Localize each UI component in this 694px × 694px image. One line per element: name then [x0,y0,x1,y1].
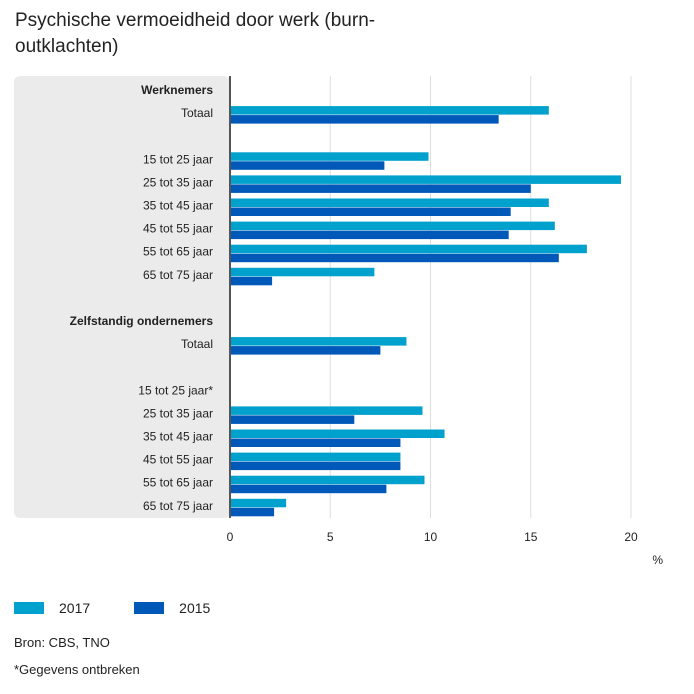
bar-2015 [230,485,386,494]
legend-item-2015 [134,600,210,616]
x-tick-label: 20 [624,530,638,544]
row-label: 55 tot 65 jaar [142,244,213,259]
bar-2015 [230,508,274,517]
row-label: 45 tot 55 jaar [142,221,213,236]
row-label: Totaal [180,106,213,121]
row-label: 15 tot 25 jaar [142,152,213,167]
x-tick-label: 0 [226,530,234,544]
bar-2017 [230,175,621,184]
bar-2017 [230,406,422,415]
group-header-label: Werknemers [141,83,213,97]
legend-label-2017: 2017 [59,600,91,616]
bar-2015 [230,115,499,124]
source-note: Bron: CBS, TNO [14,635,110,650]
row-label: 35 tot 45 jaar [142,198,213,213]
legend [14,600,254,616]
bar-2017 [230,245,587,254]
legend-item-2017 [14,600,90,616]
bar-2017 [230,106,549,115]
row-label: Totaal [180,337,213,352]
row-label: 65 tot 75 jaar [142,267,213,282]
row-label: 25 tot 35 jaar [142,175,213,190]
bar-2015 [230,184,531,193]
bar-2015 [230,415,354,424]
bar-2017 [230,430,445,439]
bar-2017 [230,199,549,208]
bar-2015 [230,277,272,286]
bar-2017 [230,476,424,485]
bar-2017 [230,268,374,277]
row-label: 15 tot 25 jaar* [138,383,213,398]
row-label: 35 tot 45 jaar [142,429,213,444]
bar-2015 [230,346,380,355]
bar-2017 [230,152,428,161]
x-tick-label: 10 [423,530,438,544]
bar-2015 [230,462,400,471]
row-label: 65 tot 75 jaar [142,498,213,513]
bar-2015 [230,439,400,448]
legend-swatch-2015 [134,602,164,614]
x-tick-label: 5 [326,530,334,544]
bar-2017 [230,337,406,346]
chart-title: Psychische vermoeidheid door werk (burn-outklachten) [15,10,376,57]
group-header-label: Zelfstandig ondernemers [69,314,213,328]
row-label: 45 tot 55 jaar [142,452,213,467]
footnote: *Gegevens ontbreken [14,662,140,677]
legend-swatch-2017 [14,602,44,614]
x-unit-label: % [652,553,663,567]
bar-2017 [230,453,400,462]
bar-2015 [230,208,511,217]
row-label: 55 tot 65 jaar [142,475,213,490]
bar-2015 [230,254,559,263]
bar-2015 [230,161,384,170]
row-label: 25 tot 35 jaar [142,406,213,421]
bar-2015 [230,231,509,240]
x-tick-label: 15 [524,530,538,544]
bar-2017 [230,499,286,508]
legend-label-2015: 2015 [179,600,211,616]
bar-2017 [230,222,555,231]
